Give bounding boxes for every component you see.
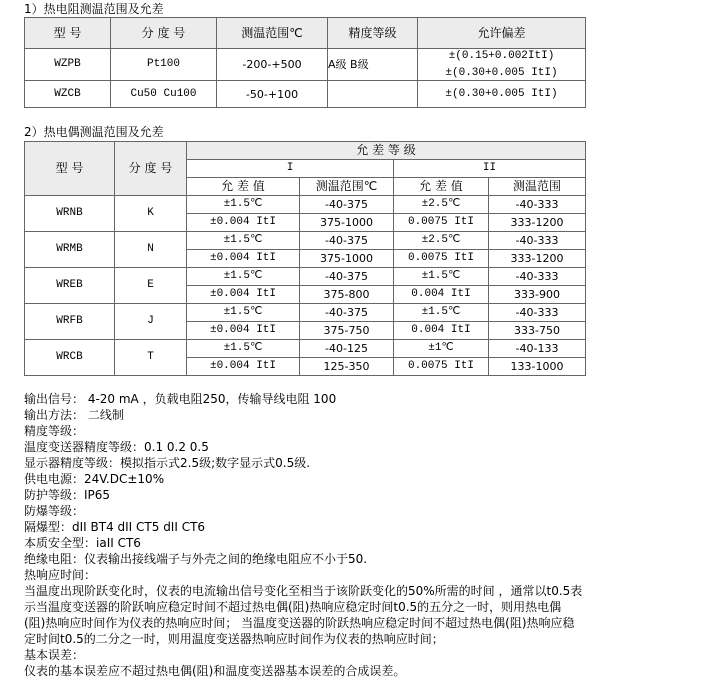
cell-model: WZPB bbox=[25, 49, 111, 81]
header-range-1: 测温范围℃ bbox=[300, 178, 394, 196]
cell-range-2: -40-333 bbox=[489, 232, 586, 250]
cell-range-1: 375-750 bbox=[300, 322, 394, 340]
cell-range-2: 333-1200 bbox=[489, 214, 586, 232]
header-graduation: 分 度 号 bbox=[111, 18, 217, 49]
cell-range-2: -40-133 bbox=[489, 340, 586, 358]
cell-range-1: 375-1000 bbox=[300, 250, 394, 268]
table-row bbox=[25, 232, 586, 250]
cell-tol-2: 0.0075 ItI bbox=[394, 214, 489, 232]
spec-line: 仪表的基本误差应不超过热电偶(阻)和温度变送器基本误差的合成误差。 bbox=[24, 664, 406, 678]
header-graduation: 分 度 号 bbox=[115, 142, 187, 196]
spec-line: 当温度出现阶跃变化时，仪表的电流输出信号变化至相当于该阶跃变化的50%所需的时间 ，通常以t0.5表 bbox=[24, 584, 583, 598]
section1-title: 1）热电阻测温范围及允差 bbox=[24, 2, 164, 16]
cell-graduation: T bbox=[115, 340, 187, 376]
rtd-table bbox=[24, 17, 586, 108]
header-tolerance-group: 允 差 等 级 bbox=[187, 142, 586, 160]
header-model: 型 号 bbox=[25, 142, 115, 196]
table-row bbox=[25, 304, 586, 322]
spec-line: 本质安全型：iaII CT6 bbox=[24, 536, 141, 550]
table-row bbox=[25, 268, 586, 286]
table-row bbox=[25, 81, 586, 108]
cell-tol-1: ±0.004 ItI bbox=[187, 286, 300, 304]
spec-line: 显示器精度等级：模拟指示式2.5级;数字显示式0.5级. bbox=[24, 456, 311, 470]
header-grade: 精度等级 bbox=[328, 18, 418, 49]
cell-range-2: -40-333 bbox=[489, 304, 586, 322]
table-row bbox=[25, 196, 586, 214]
cell-graduation: J bbox=[115, 304, 187, 340]
header-tol-2: 允 差 值 bbox=[394, 178, 489, 196]
cell-range: -200-+500 bbox=[217, 49, 328, 81]
cell-tol-1: ±0.004 ItI bbox=[187, 358, 300, 376]
header-tol-1: 允 差 值 bbox=[187, 178, 300, 196]
cell-range-1: 375-1000 bbox=[300, 214, 394, 232]
cell-range-2: 333-900 bbox=[489, 286, 586, 304]
spec-line: 热响应时间： bbox=[24, 568, 97, 582]
spec-line: 隔爆型：dII BT4 dII CT5 dII CT6 bbox=[24, 520, 206, 534]
cell-model: WREB bbox=[25, 268, 115, 304]
cell-grade: A级 B级 bbox=[328, 49, 418, 81]
header-range-2: 测温范围 bbox=[489, 178, 586, 196]
spec-line: 定时间t0.5的二分之一时，则用温度变送器热响应时间作为仪表的热响应时间； bbox=[24, 632, 444, 646]
cell-tol-1: ±0.004 ItI bbox=[187, 214, 300, 232]
tolerance-line: ±(0.15+0.002ItI) bbox=[448, 49, 555, 62]
cell-tol-1: ±1.5℃ bbox=[187, 268, 300, 286]
cell-tol-2: 0.0075 ItI bbox=[394, 250, 489, 268]
cell-range-2: -40-333 bbox=[489, 268, 586, 286]
cell-tolerance: ±(0.30+0.005 ItI) bbox=[418, 81, 586, 108]
spec-line: 输出信号： 4-20 mA ，负载电阻250，传输导线电阻 100 bbox=[24, 392, 337, 406]
spec-line: 防爆等级： bbox=[24, 504, 85, 518]
cell-model: WRCB bbox=[25, 340, 115, 376]
spec-line: 供电电源：24V.DC±10% bbox=[24, 472, 165, 486]
cell-tol-2: ±1℃ bbox=[394, 340, 489, 358]
cell-model: WZCB bbox=[25, 81, 111, 108]
cell-range-1: -40-375 bbox=[300, 304, 394, 322]
spec-line: 示当温度变送器的阶跃响应稳定时间不超过热电偶(阻)热响应稳定时间t0.5的五分之一时，则用热电偶 bbox=[24, 600, 562, 614]
cell-tol-1: ±1.5℃ bbox=[187, 304, 300, 322]
header-model: 型 号 bbox=[25, 18, 111, 49]
cell-tol-2: 0.004 ItI bbox=[394, 286, 489, 304]
header-class-1: I bbox=[187, 160, 394, 178]
cell-tol-1: ±0.004 ItI bbox=[187, 250, 300, 268]
cell-tol-2: 0.0075 ItI bbox=[394, 358, 489, 376]
cell-tol-2: ±1.5℃ bbox=[394, 268, 489, 286]
cell-tol-2: ±2.5℃ bbox=[394, 232, 489, 250]
cell-range-1: 125-350 bbox=[300, 358, 394, 376]
table-row bbox=[25, 49, 586, 81]
cell-tol-1: ±1.5℃ bbox=[187, 232, 300, 250]
section2-title: 2）热电偶测温范围及允差 bbox=[24, 125, 164, 139]
cell-range-1: 375-800 bbox=[300, 286, 394, 304]
cell-model: WRFB bbox=[25, 304, 115, 340]
spec-line: 基本误差： bbox=[24, 648, 85, 662]
spec-line: 输出方法： 二线制 bbox=[24, 408, 124, 422]
cell-range-1: -40-375 bbox=[300, 232, 394, 250]
cell-range-1: -40-375 bbox=[300, 196, 394, 214]
cell-range-1: -40-375 bbox=[300, 268, 394, 286]
cell-range-2: 333-1200 bbox=[489, 250, 586, 268]
cell-graduation: N bbox=[115, 232, 187, 268]
thermocouple-table bbox=[24, 141, 586, 376]
cell-model: WRMB bbox=[25, 232, 115, 268]
cell-tol-2: ±2.5℃ bbox=[394, 196, 489, 214]
spec-line: (阻)热响应时间作为仪表的热响应时间； 当温度变送器的阶跃热响应稳定时间不超过热电偶(阻)热响应稳 bbox=[24, 616, 575, 630]
header-tolerance: 允许偏差 bbox=[418, 18, 586, 49]
table-row bbox=[25, 340, 586, 358]
cell-tol-2: ±1.5℃ bbox=[394, 304, 489, 322]
spec-line: 绝缘电阻：仪表输出接线端子与外壳之间的绝缘电阻应不小于50. bbox=[24, 552, 368, 566]
cell-range-2: 133-1000 bbox=[489, 358, 586, 376]
header-range: 测温范围℃ bbox=[217, 18, 328, 49]
cell-graduation: Pt100 bbox=[111, 49, 217, 81]
cell-tol-1: ±1.5℃ bbox=[187, 340, 300, 358]
cell-graduation: E bbox=[115, 268, 187, 304]
cell-graduation: Cu50 Cu100 bbox=[111, 81, 217, 108]
cell-graduation: K bbox=[115, 196, 187, 232]
cell-model: WRNB bbox=[25, 196, 115, 232]
spec-line: 温度变送器精度等级：0.1 0.2 0.5 bbox=[24, 440, 209, 454]
spec-line: 防护等级：IP65 bbox=[24, 488, 111, 502]
tolerance-line: ±(0.30+0.005 ItI) bbox=[445, 66, 558, 79]
cell-grade bbox=[328, 81, 418, 108]
cell-range-2: 333-750 bbox=[489, 322, 586, 340]
header-class-2: II bbox=[394, 160, 586, 178]
cell-range: -50-+100 bbox=[217, 81, 328, 108]
cell-range-1: -40-125 bbox=[300, 340, 394, 358]
cell-tol-1: ±1.5℃ bbox=[187, 196, 300, 214]
cell-tol-2: 0.004 ItI bbox=[394, 322, 489, 340]
specifications bbox=[24, 391, 582, 679]
spec-line: 精度等级： bbox=[24, 424, 85, 438]
cell-tolerance bbox=[418, 49, 586, 81]
cell-tol-1: ±0.004 ItI bbox=[187, 322, 300, 340]
cell-range-2: -40-333 bbox=[489, 196, 586, 214]
